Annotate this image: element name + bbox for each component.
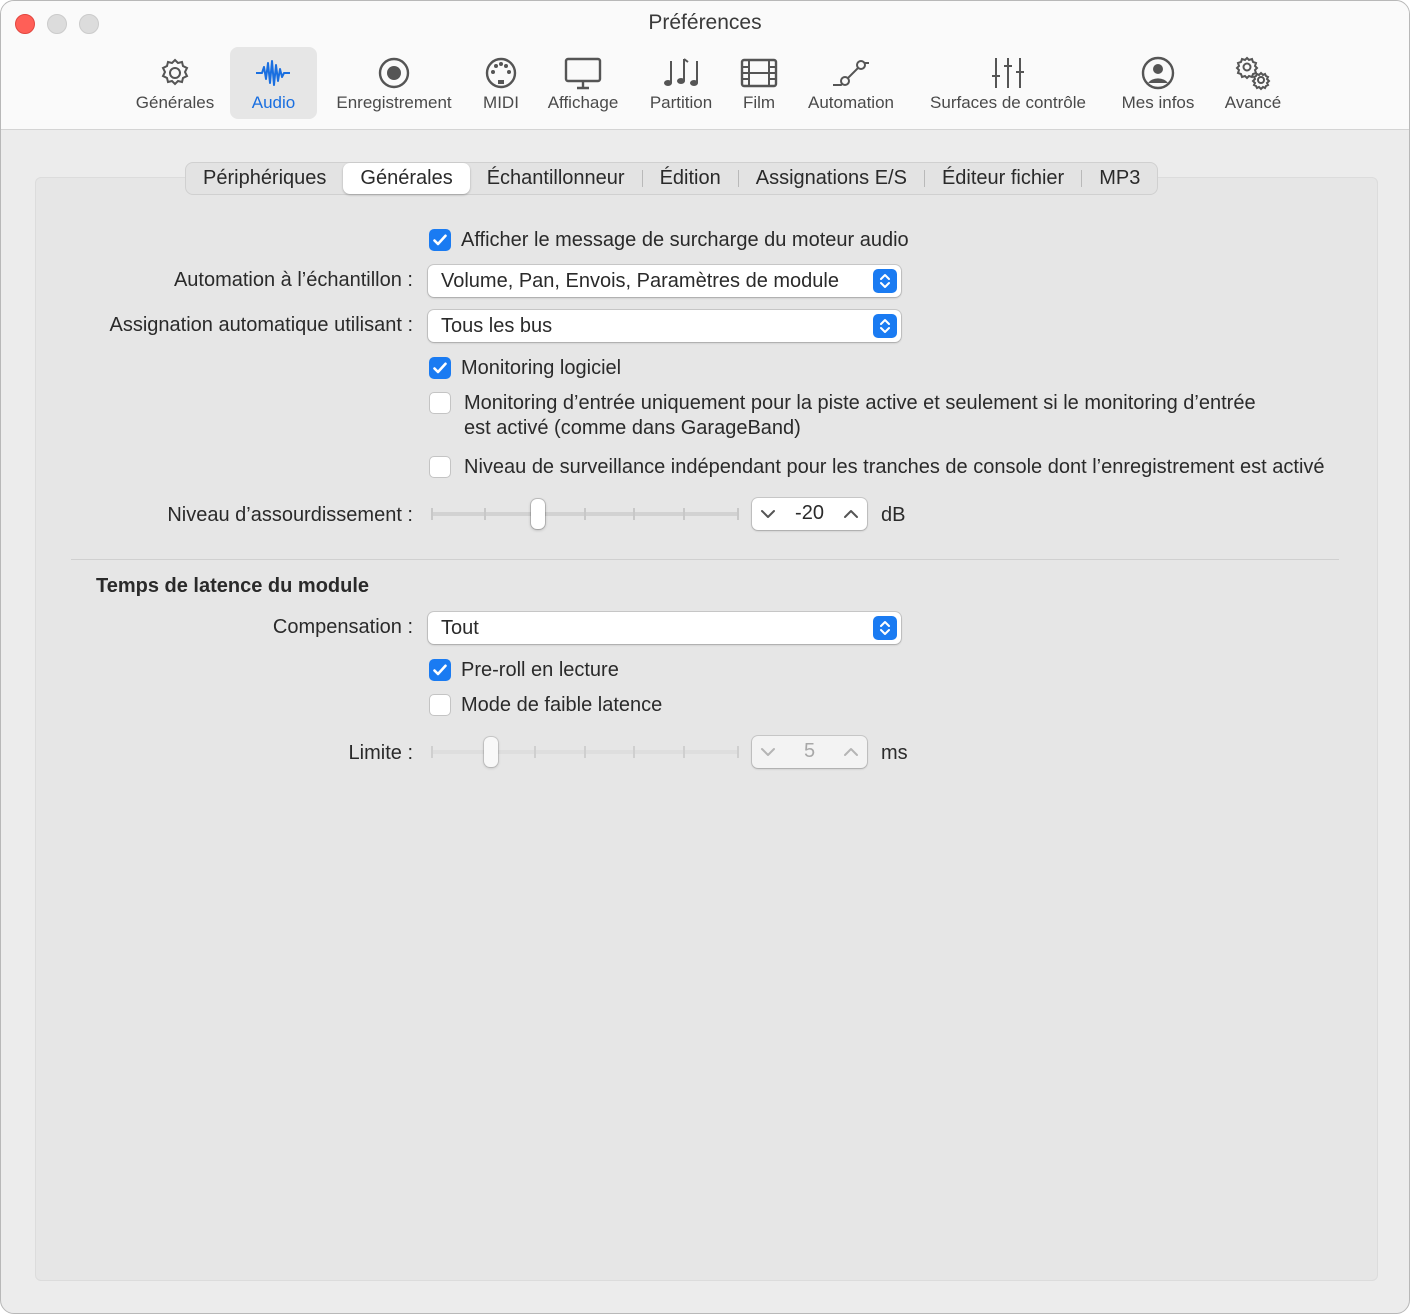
gears-icon [1233,55,1273,91]
person-icon [1138,55,1178,91]
low-latency-label: Mode de faible latence [461,694,663,716]
gear-icon [155,55,195,91]
preroll-checkbox[interactable] [429,659,451,681]
slider-tick [431,746,433,758]
toolbar-item-partition[interactable] [641,47,721,119]
section-divider [71,559,1339,560]
limit-stepper [752,736,867,768]
overload-message-label: Afficher le message de surcharge du moteur audio [461,229,909,251]
limit-value: 5 [803,740,816,762]
tab-peripheriques[interactable]: Périphériques [203,167,327,189]
automation-curve-icon [831,55,871,91]
slider-knob [484,737,498,767]
dim-level-slider[interactable] [431,499,739,529]
dim-level-value[interactable]: -20 [795,502,824,524]
limit-slider [431,737,739,767]
updown-chevron-icon [873,314,897,338]
preroll-label: Pre-roll en lecture [461,659,619,681]
film-icon [739,55,779,91]
toolbar-item-audio[interactable] [230,47,317,119]
tab-assignations-es[interactable]: Assignations E/S [755,167,907,189]
slider-tick [683,508,685,520]
tab-generales[interactable]: Générales [343,163,469,194]
auto-assign-label: Assignation automatique utilisant : [109,314,413,336]
toolbar-item-surfaces-de-controle[interactable] [917,47,1099,119]
compensation-popup[interactable] [428,612,901,644]
toolbar-label: Mes infos [1121,93,1195,112]
low-latency-checkbox[interactable] [429,694,451,716]
slider-knob[interactable] [531,499,545,529]
slider-tick [484,508,486,520]
toolbar-label: Affichage [547,93,619,112]
slider-tick [431,508,433,520]
sample-automation-label: Automation à l’échantillon : [173,269,413,291]
toolbar-item-midi[interactable] [475,47,527,119]
dim-level-stepper[interactable] [752,498,867,530]
slider-tick [737,508,739,520]
limit-label: Limite : [348,742,413,764]
titlebar [1,1,1409,130]
slider-tick [534,746,536,758]
toolbar-item-generales[interactable] [131,47,219,119]
sample-automation-value: Volume, Pan, Envois, Paramètres de module [441,270,839,292]
overload-message-row[interactable] [429,228,909,253]
slider-tick [633,746,635,758]
slider-tick [737,746,739,758]
preferences-toolbar [1,47,1409,119]
compensation-value: Tout [441,617,479,639]
tab-echantillonneur[interactable]: Échantillonneur [486,167,625,189]
slider-tick [584,746,586,758]
input-monitoring-checkbox[interactable] [429,392,451,414]
toolbar-label: Enregistrement [336,93,452,112]
toolbar-item-mes-infos[interactable] [1113,47,1203,119]
toolbar-label: Automation [808,93,894,112]
tab-edition[interactable]: Édition [659,167,721,189]
preroll-row[interactable] [429,658,619,683]
chevron-down-icon [758,742,778,762]
input-monitoring-row[interactable] [429,391,1256,441]
tab-mp3[interactable]: MP3 [1099,167,1141,189]
independent-monitor-level-checkbox[interactable] [429,456,451,478]
record-icon [374,55,414,91]
toolbar-item-avance[interactable] [1217,47,1289,119]
toolbar-item-automation[interactable] [799,47,903,119]
toolbar-item-enregistrement[interactable] [327,47,461,119]
sample-automation-popup[interactable] [428,265,901,297]
input-monitoring-label-line2: est activé (comme dans GarageBand) [464,417,801,439]
input-monitoring-label [464,391,1256,441]
toolbar-label: Avancé [1224,93,1282,112]
toolbar-label: Film [742,93,776,112]
auto-assign-value: Tous les bus [441,315,553,337]
display-icon [563,55,603,91]
tab-bar [185,162,1158,195]
plugin-latency-title: Temps de latence du module [96,575,370,597]
sliders-icon [988,55,1028,91]
updown-chevron-icon [873,616,897,640]
updown-chevron-icon [873,269,897,293]
software-monitoring-row[interactable] [429,356,621,381]
toolbar-label: Partition [649,93,713,112]
toolbar-label: Audio [251,93,296,112]
independent-monitor-level-row[interactable] [429,455,1325,480]
independent-monitor-level-label: Niveau de surveillance indépendant pour les tranches de console dont l’enregistrement est activé [464,456,1325,478]
checkmark-icon [433,362,447,374]
software-monitoring-label: Monitoring logiciel [461,357,622,379]
slider-tick [683,746,685,758]
waveform-icon [254,55,294,91]
midi-port-icon [481,55,521,91]
music-notes-icon [661,55,701,91]
software-monitoring-checkbox[interactable] [429,357,451,379]
low-latency-row[interactable] [429,693,662,718]
dim-level-unit: dB [881,504,906,526]
settings-panel [35,177,1378,1281]
compensation-label: Compensation : [272,616,413,638]
slider-tick [633,508,635,520]
toolbar-item-affichage[interactable] [539,47,627,119]
tab-editeur-fichier[interactable]: Éditeur fichier [941,167,1065,189]
toolbar-item-film[interactable] [734,47,784,119]
toolbar-label: MIDI [483,93,519,112]
chevron-up-icon [841,742,861,762]
input-monitoring-label-line1: Monitoring d’entrée uniquement pour la piste active et seulement si le monitoring d’entrée [464,392,1256,414]
window-title: Préférences [648,11,762,34]
checkmark-icon [433,234,447,246]
toolbar-label: Surfaces de contrôle [930,93,1086,112]
chevron-up-icon[interactable] [841,504,861,524]
limit-unit: ms [881,742,908,764]
overload-message-checkbox[interactable] [429,229,451,251]
toolbar-label: Générales [135,93,215,112]
auto-assign-popup[interactable] [428,310,901,342]
chevron-down-icon[interactable] [758,504,778,524]
slider-tick [584,508,586,520]
checkmark-icon [433,664,447,676]
dim-level-label: Niveau d’assourdissement : [167,504,413,526]
